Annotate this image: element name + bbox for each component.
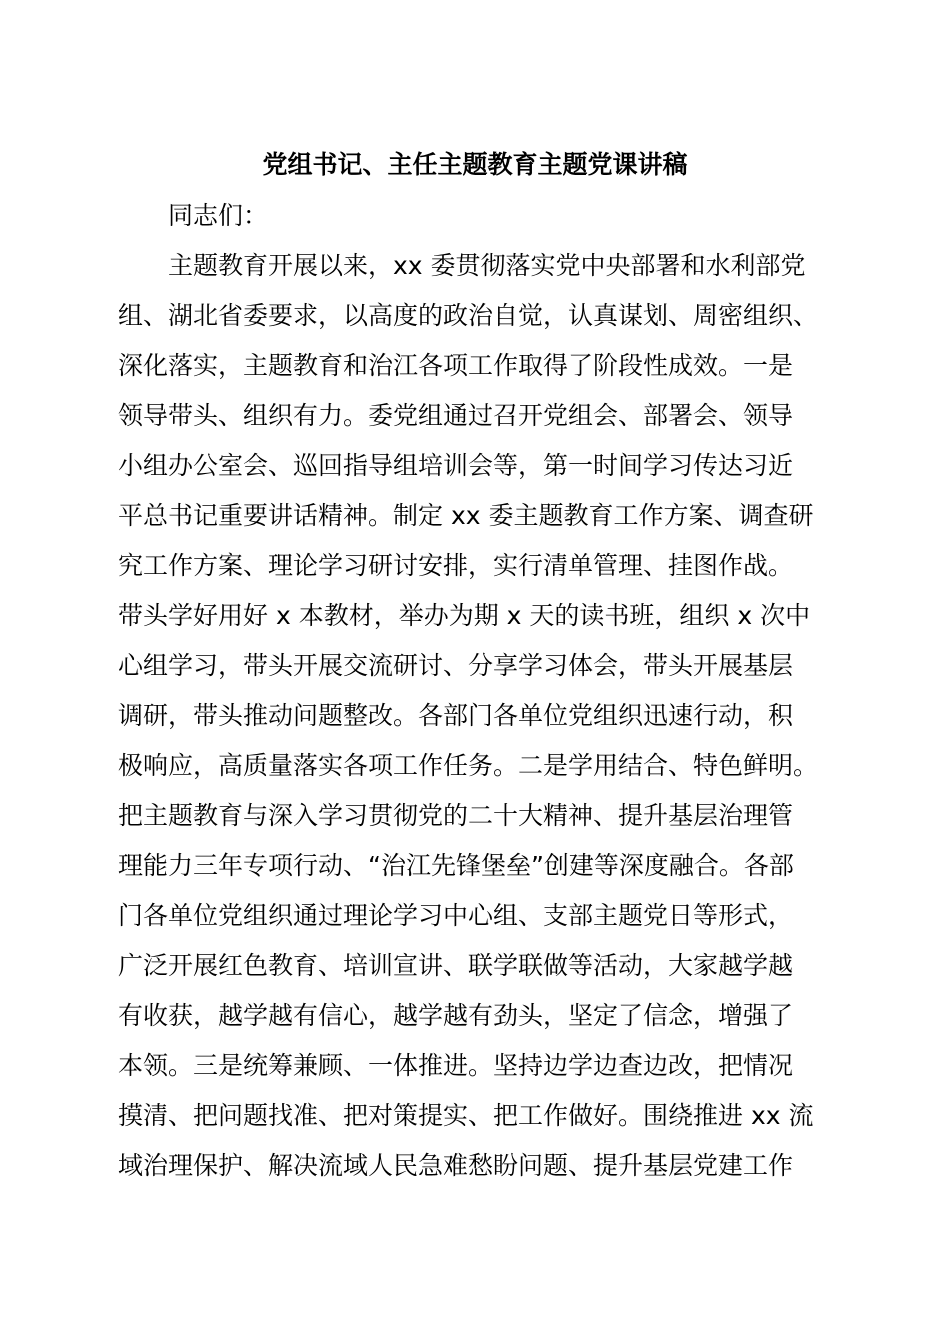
paragraph-line: 调研，带头推动问题整改。各部门各单位党组织迅速行动，积 [118,701,794,730]
paragraph-line: 带头学好用好 x 本教材，举办为期 x 天的读书班，组织 x 次中 [118,601,811,630]
paragraph-line: 本领。三是统筹兼顾、一体推进。坚持边学边查边改，把情况 [118,1051,794,1080]
paragraph-line: 域治理保护、解决流域人民急难愁盼问题、提升基层党建工作 [118,1151,794,1180]
paragraph-line: 理能力三年专项行动、“治江先锋堡垒”创建等深度融合。各部 [118,851,794,880]
paragraph-line: 平总书记重要讲话精神。制定 xx 委主题教育工作方案、调查研 [118,501,814,530]
paragraph-line: 究工作方案、理论学习研讨安排，实行清单管理、挂图作战。 [118,551,794,580]
paragraph-line: 主题教育开展以来，xx 委贯彻落实党中央部署和水利部党 [168,251,806,280]
paragraph-line: 把主题教育与深入学习贯彻党的二十大精神、提升基层治理管 [118,801,794,830]
paragraph-line: 小组办公室会、巡回指导组培训会等，第一时间学习传达习近 [118,451,794,480]
paragraph-line: 广泛开展红色教育、培训宣讲、联学联做等活动，大家越学越 [118,951,794,980]
paragraph-line: 领导带头、组织有力。委党组通过召开党组会、部署会、领导 [118,401,794,430]
paragraph-line: 组、湖北省委要求，以高度的政治自觉，认真谋划、周密组织、 [118,301,819,330]
paragraph-line: 深化落实，主题教育和治江各项工作取得了阶段性成效。一是 [118,351,794,380]
paragraph-line: 摸清、把问题找准、把对策提实、把工作做好。围绕推进 xx 流 [118,1101,814,1130]
salutation: 同志们： [168,201,269,230]
paragraph-line: 心组学习，带头开展交流研讨、分享学习体会，带头开展基层 [118,651,794,680]
paragraph-line: 门各单位党组织通过理论学习中心组、支部主题党日等形式， [118,901,794,930]
document-title: 党组书记、主任主题教育主题党课讲稿 [262,150,688,179]
paragraph-line: 极响应，高质量落实各项工作任务。二是学用结合、特色鲜明。 [118,751,819,780]
paragraph-line: 有收获，越学越有信心，越学越有劲头，坚定了信念，增强了 [118,1001,794,1030]
